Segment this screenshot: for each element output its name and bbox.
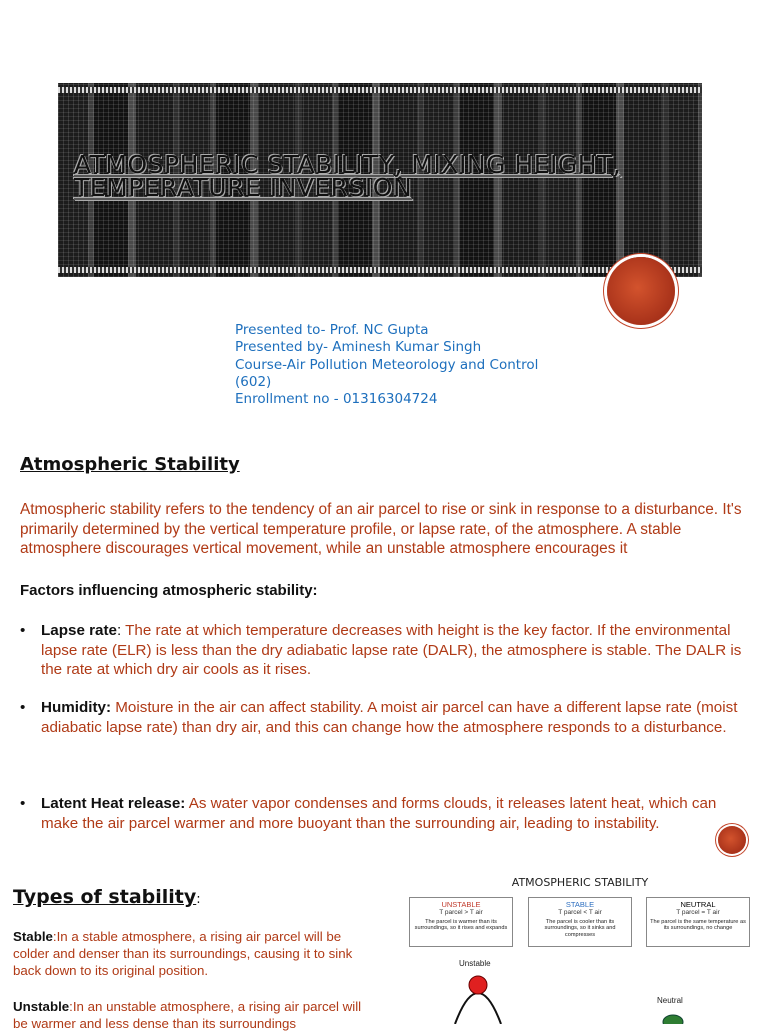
box-text: The parcel is cooler than its surroundings, so it sinks and compresses: [544, 919, 616, 938]
unstable-hill-curve: [455, 993, 501, 1024]
types-heading-suffix: :: [196, 892, 201, 907]
box-sub: T parcel < T air: [558, 909, 602, 916]
neutral-label: Neutral: [657, 996, 683, 1005]
diagram-title: ATMOSPHERIC STABILITY: [511, 876, 649, 889]
type-unstable: [13, 998, 363, 1032]
factor-sep: :: [116, 622, 126, 639]
box-label: NEUTRAL: [680, 900, 716, 909]
type-text: :In an unstable atmosphere, a rising air parcel will be warmer and less dense than its surroundings: [13, 999, 362, 1032]
decorative-circle-small: [718, 826, 746, 854]
types-heading: [13, 886, 201, 908]
stability-diagram: [405, 872, 755, 1024]
factor-lapse-rate: [20, 621, 750, 680]
enrollment-number: Enrollment no - 01316304724: [235, 391, 438, 408]
factors-heading: Factors influencing atmospheric stability:: [20, 582, 318, 599]
section-heading-atmospheric-stability: Atmospheric Stability: [20, 454, 240, 475]
factor-term: Latent Heat release:: [41, 795, 186, 812]
box-label: STABLE: [565, 900, 595, 909]
factor-humidity: [20, 698, 750, 737]
box-sub: T parcel > T air: [439, 909, 483, 916]
factor-term: Humidity:: [41, 699, 112, 716]
type-stable: [13, 928, 363, 980]
course-code: (602): [235, 373, 272, 390]
neutral-parcel-ball: [663, 1015, 683, 1024]
bullet-icon: •: [20, 699, 26, 716]
unstable-parcel-ball: [469, 976, 487, 994]
box-label: UNSTABLE: [441, 900, 481, 909]
factor-text: The rate at which temperature decreases with height is the key factor. If the environmental lapse rate (ELR) is less than the dry adiabatic lapse rate (DALR), the atmosphere is stable. The DALR is the rate at which dry air cools as it rises.: [41, 622, 742, 678]
course-name: Course-Air Pollution Meteorology and Control: [235, 356, 539, 373]
presentation-title: ATMOSPHERIC STABILITY, MIXING HEIGHT, TEMPERATURE INVERSION: [74, 150, 622, 202]
presented-to: Presented to- Prof. NC Gupta: [235, 322, 429, 338]
types-heading-text: Types of stability: [13, 886, 197, 908]
factor-latent-heat: [20, 794, 750, 833]
banner-top-stripe: [58, 87, 702, 93]
type-text: :In a stable atmosphere, a rising air parcel will be colder and denser than its surroundings, causing it to sink back down to its original position.: [13, 929, 353, 979]
box-sub: T parcel = T air: [676, 909, 720, 916]
type-term: Unstable: [13, 999, 70, 1014]
decorative-circle: [607, 257, 675, 325]
presenter-info: [235, 322, 575, 408]
unstable-label: Unstable: [459, 959, 491, 968]
box-text: The parcel is warmer than its surroundings, so it rises and expands: [414, 919, 508, 932]
intro-paragraph: Atmospheric stability refers to the tendency of an air parcel to rise or sink in response to a disturbance. It's primarily determined by the vertical temperature profile, or lapse rate, of the atmosphere. A stable atmosphere discourages vertical movement, while an unstable atmosphere encourages it: [20, 501, 742, 557]
factor-text: As water vapor condenses and forms clouds, it releases latent heat, which can make the air parcel warmer and more buoyant than the surrounding air, leading to instability.: [41, 795, 717, 832]
diagram-graphics: [405, 872, 755, 1024]
factor-text: Moisture in the air can affect stability. A moist air parcel can have a different lapse rate (moist adiabatic lapse rate) than dry air, and this can change how the atmosphere responds to a disturbance.: [41, 699, 738, 736]
type-term: Stable: [13, 929, 53, 944]
factor-term: Lapse rate: [41, 622, 117, 639]
box-text: The parcel is the same temperature as its surroundings, no change: [650, 919, 746, 932]
presented-by: Presented by- Aminesh Kumar Singh: [235, 339, 482, 356]
title-banner: [58, 83, 702, 277]
bullet-icon: •: [20, 795, 26, 812]
banner-bottom-stripe: [58, 267, 702, 273]
bullet-icon: •: [20, 622, 26, 639]
